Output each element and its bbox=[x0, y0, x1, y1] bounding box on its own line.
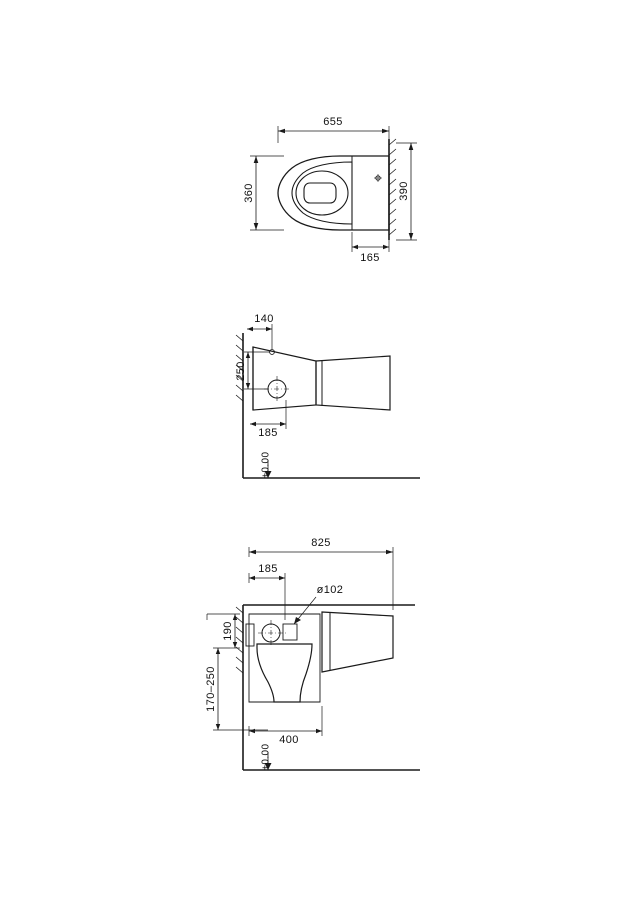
arrow-185-front-left bbox=[250, 422, 256, 426]
arrow-170-250-bottom bbox=[216, 724, 220, 730]
dim-label-165: 165 bbox=[360, 251, 380, 264]
top-basin-detail bbox=[304, 183, 336, 203]
front-view bbox=[235, 313, 420, 479]
dim-label-400: 400 bbox=[279, 733, 299, 746]
arrow-170-250-top bbox=[216, 648, 220, 654]
arrow-390-top bbox=[409, 143, 414, 150]
arrow-165-left bbox=[352, 245, 358, 249]
leader-arrow-d102 bbox=[294, 617, 301, 624]
arrow-250-top bbox=[246, 352, 250, 358]
dim-label-825: 825 bbox=[311, 536, 331, 549]
arrow-250-bottom bbox=[246, 383, 250, 389]
arrow-360-top bbox=[254, 156, 259, 163]
arrow-165-right bbox=[383, 245, 389, 249]
dim-label-655: 655 bbox=[323, 115, 343, 128]
arrow-360-bottom bbox=[254, 223, 259, 230]
arrow-185-side-right bbox=[279, 576, 285, 580]
front-pan-body bbox=[253, 347, 316, 410]
level-label-front: ±0.00 bbox=[260, 451, 272, 479]
side-pan-box bbox=[249, 614, 320, 702]
top-pan-outline bbox=[278, 156, 389, 230]
arrow-400-left bbox=[249, 729, 255, 733]
arrow-825-right bbox=[386, 550, 393, 555]
arrow-655-left bbox=[278, 129, 285, 134]
arrow-825-left bbox=[249, 550, 256, 555]
top-view bbox=[243, 116, 417, 264]
dim-label-185-front: 185 bbox=[258, 426, 278, 439]
arrow-390-bottom bbox=[409, 233, 414, 240]
dim-label-190: 190 bbox=[221, 621, 234, 641]
arrow-185-side-left bbox=[249, 576, 255, 580]
dim-label-170-250: 170–250 bbox=[204, 666, 217, 712]
dim-label-250: 250 bbox=[234, 361, 247, 381]
top-wall-hatch bbox=[389, 139, 396, 235]
side-wall-hatch bbox=[236, 607, 243, 673]
side-flange-rect bbox=[283, 624, 297, 640]
dim-label-185-side: 185 bbox=[258, 562, 278, 575]
dim-label-d102: ø102 bbox=[316, 583, 344, 596]
side-seat-lid bbox=[322, 612, 393, 672]
level-label-side: ±0.00 bbox=[260, 743, 272, 771]
side-pan-profile bbox=[257, 644, 312, 702]
side-view bbox=[205, 537, 420, 771]
arrow-185-front-right bbox=[280, 422, 286, 426]
arrow-140-left bbox=[247, 327, 253, 331]
dim-label-390: 390 bbox=[397, 181, 410, 201]
front-pan-seat bbox=[316, 356, 390, 410]
arrow-140-right bbox=[266, 327, 272, 331]
arrow-400-right bbox=[316, 729, 322, 733]
dim-label-360: 360 bbox=[242, 183, 255, 203]
side-wall-bracket bbox=[246, 624, 254, 646]
arrow-655-right bbox=[382, 129, 389, 134]
dim-label-140: 140 bbox=[254, 312, 274, 325]
